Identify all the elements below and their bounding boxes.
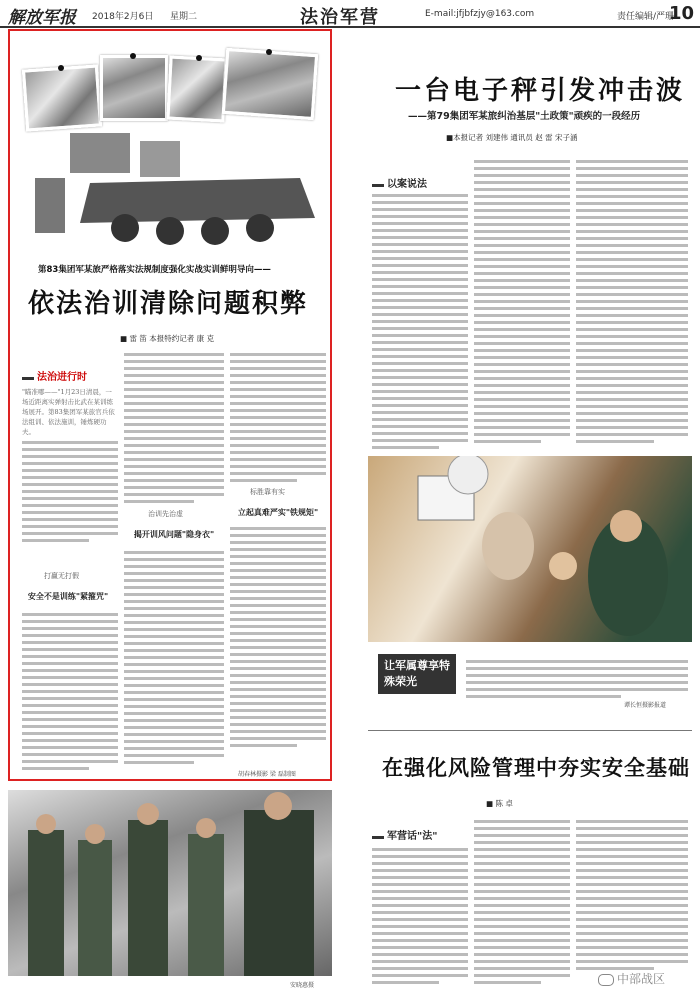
lead-text-lines-2: [22, 613, 118, 774]
subhead-1-title: 安全不是训练"紧箍咒": [27, 592, 109, 601]
lead-photo-3: [166, 56, 227, 123]
photo-story-text-lines: [466, 660, 688, 702]
lead-article-frame: [8, 29, 332, 781]
masthead-logo: 解放军报: [8, 8, 76, 28]
column-mark-icon: [22, 367, 34, 380]
subhead-3-tag: 标胜靠有实: [250, 488, 285, 496]
lead-text-lines-4: [124, 551, 224, 768]
lead-photo-1: [22, 64, 102, 131]
column-tag-case: 以案说法: [372, 174, 427, 190]
armored-vehicle-illustration: [30, 123, 320, 253]
column-tag-law: 法治进行时: [22, 367, 87, 383]
bottom-text-lines-1: [372, 848, 468, 988]
column-mark-icon: [372, 826, 384, 839]
feature-subtitle: ——第79集团军某旅纠治基层"土政策"顽疾的一段经历: [408, 111, 641, 122]
lead-kicker: 第83集团军某旅严格落实法规制度强化实战实训鲜明导向——: [38, 265, 271, 275]
lead-photo-2: [100, 55, 168, 121]
photo-story-caption: 让军属尊享特殊荣光: [378, 654, 456, 694]
soldiers-illustration: [8, 790, 332, 976]
issue-weekday: 星期二: [170, 12, 198, 22]
column-mark-icon: [372, 174, 384, 187]
lead-body-col1: "瞄准哪——"1月23日清晨，一场近距离实弹射击比武在某训练场展开。第83集团军某旅官兵依法组训、依法施训，锤炼硬功夫。: [22, 388, 115, 436]
photo-story-illustration: [368, 456, 692, 642]
watermark-logo: 中部战区: [598, 970, 665, 987]
subhead-2-tag: 治训先治虚: [148, 510, 183, 518]
feature-byline: ■本报记者 刘建伟 通讯员 赵 雷 宋子涵: [446, 133, 578, 142]
feature-headline: 一台电子秤引发冲击波: [395, 76, 686, 106]
bottom-text-lines-3: [576, 820, 688, 974]
subhead-3-title: 立起真难严实"铁规矩": [237, 508, 319, 517]
wechat-icon: [598, 974, 614, 986]
feature-text-lines-3: [576, 160, 688, 447]
pushpin-icon: [130, 53, 136, 59]
lead-text-lines-1: [22, 441, 118, 546]
pushpin-icon: [196, 55, 202, 61]
lead-photo-credit: 胡春林摄影 梁 磊制图: [238, 771, 296, 778]
subhead-1-tag: 打赢无打假: [44, 572, 79, 580]
lead-headline: 依法治训清除问题积弊: [28, 289, 309, 319]
issue-date: 2018年2月6日: [92, 12, 154, 22]
lead-photo-4: [222, 48, 318, 120]
subhead-2-title: 揭开训风问题"隐身衣": [133, 530, 215, 539]
soldiers-photo-credit: 安晓惠摄: [290, 982, 315, 989]
lead-text-lines-3: [124, 353, 224, 507]
lead-byline: ■ 雷 笛 本报特约记者 康 克: [120, 334, 215, 343]
editor-credit: 责任编辑/严珊: [617, 12, 675, 22]
bottom-byline: ■ 陈 卓: [486, 799, 513, 808]
page-number: 10: [668, 3, 694, 24]
pushpin-icon: [58, 65, 64, 71]
bottom-text-lines-2: [474, 820, 570, 988]
lead-text-lines-5: [230, 353, 326, 486]
column-tag-talk: 军营话"法": [372, 826, 437, 842]
feature-text-lines-1: [372, 194, 468, 453]
section-divider: [368, 730, 692, 731]
section-title: 法治军营: [300, 7, 380, 28]
photo-story-credit: 谭长恒摄影报道: [624, 702, 667, 709]
contact-email[interactable]: E-mail:jfjbfzjy@163.com: [425, 9, 535, 19]
lead-text-lines-6: [230, 527, 326, 751]
bottom-headline: 在强化风险管理中夯实安全基础: [382, 755, 690, 780]
pushpin-icon: [266, 49, 272, 55]
feature-text-lines-2: [474, 160, 570, 447]
